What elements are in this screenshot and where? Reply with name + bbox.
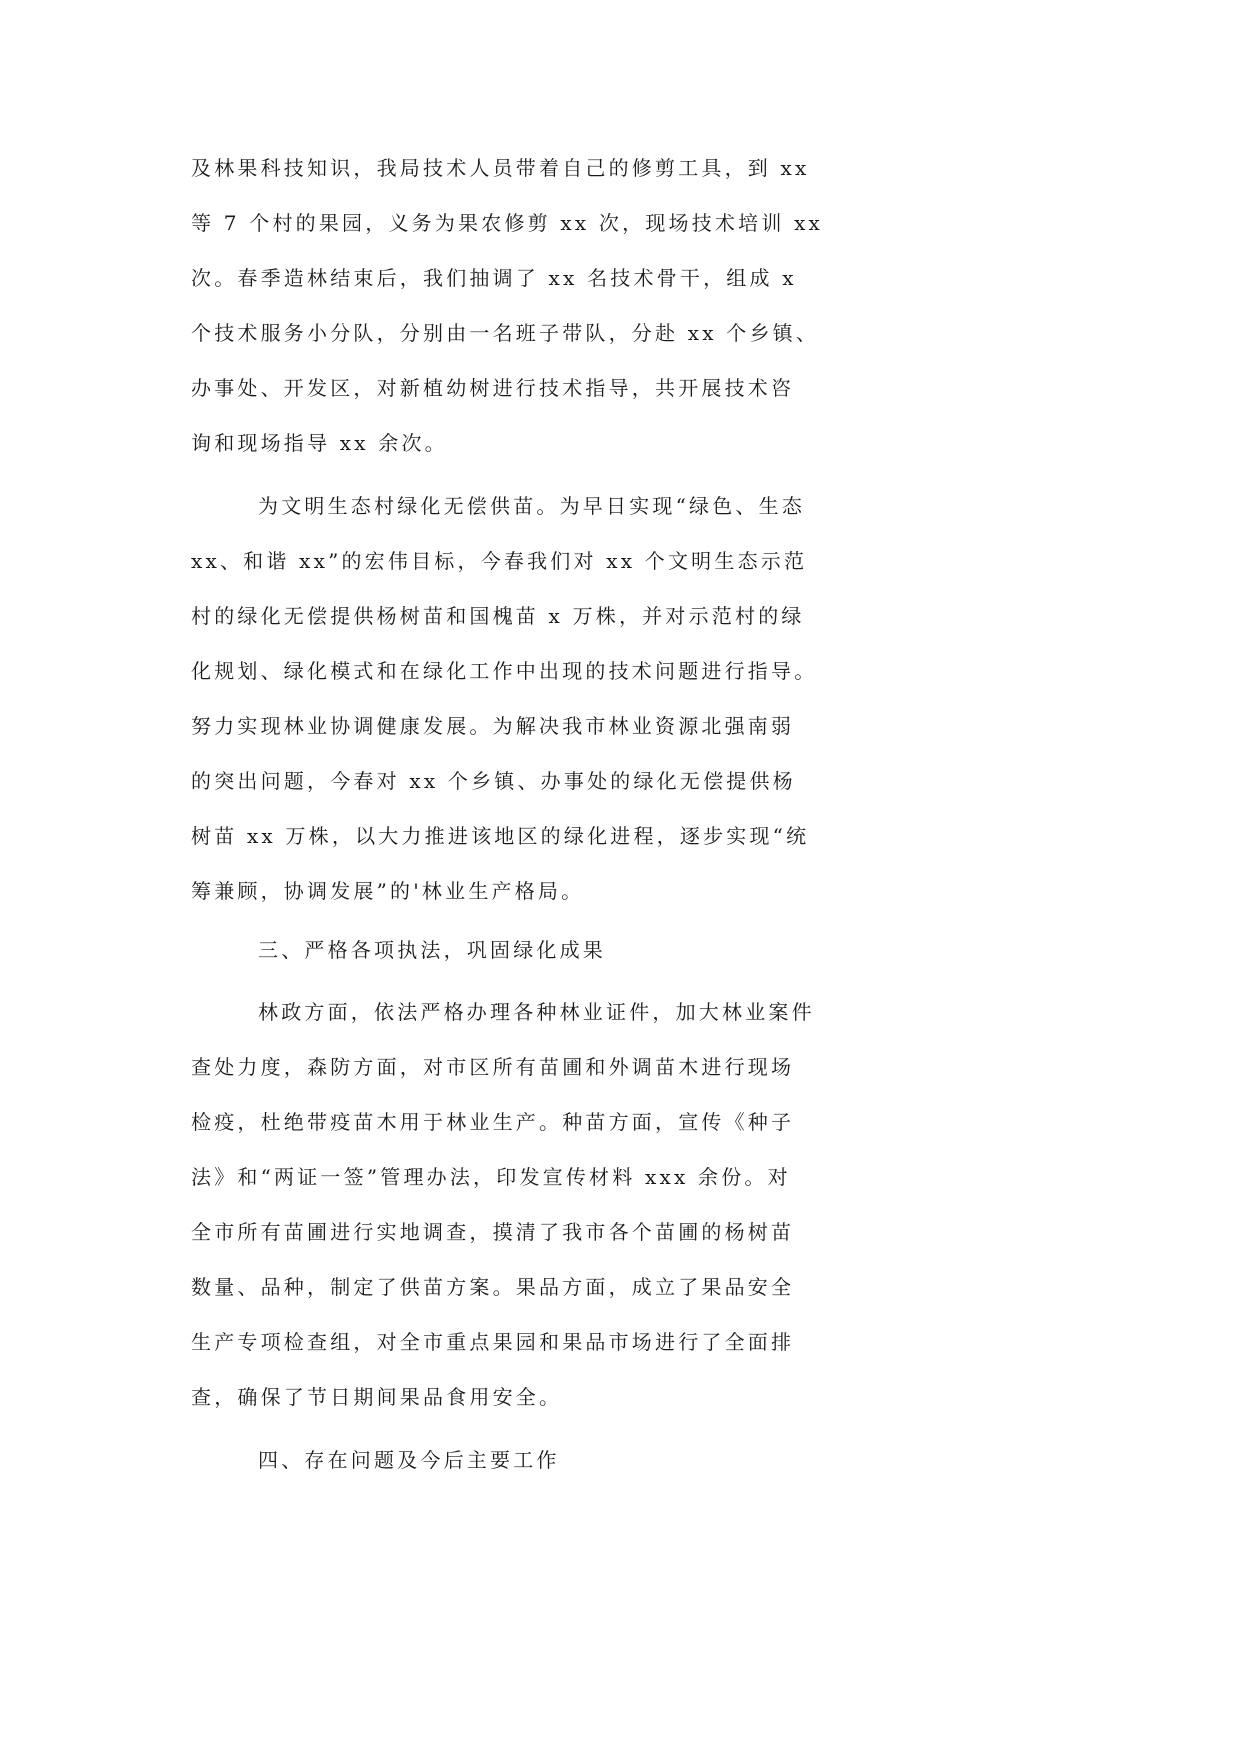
text-line: 等 7 个村的果园，义务为果农修剪 xx 次，现场技术培训 xx (191, 211, 824, 235)
text-line: 个技术服务小分队，分别由一名班子带队，分赴 xx 个乡镇、 (191, 321, 820, 345)
text-line: 办事处、开发区，对新植幼树进行技术指导，共开展技术咨 (191, 376, 795, 400)
text-line: 树苗 xx 万株，以大力推进该地区的绿化进程，逐步实现“统 (191, 824, 810, 848)
text-line: 法》和“两证一签”管理办法，印发宣传材料 xxx 余份。对 (191, 1165, 791, 1189)
paragraph-first-line: 林政方面，依法严格办理各种林业证件，加大林业案件 (258, 1000, 815, 1024)
section-heading: 四、存在问题及今后主要工作 (258, 1448, 560, 1472)
text-line: 查处力度，森防方面，对市区所有苗圃和外调苗木进行现场 (191, 1055, 795, 1079)
text-line: 询和现场指导 xx 余次。 (191, 431, 448, 455)
text-line: 查，确保了节日期间果品食用安全。 (191, 1385, 563, 1409)
text-line: 努力实现林业协调健康发展。为解决我市林业资源北强南弱 (191, 714, 795, 738)
text-line: xx、和谐 xx”的宏伟目标，今春我们对 xx 个文明生态示范 (191, 549, 808, 573)
section-heading: 三、严格各项执法，巩固绿化成果 (258, 938, 606, 962)
text-line: 次。春季造林结束后，我们抽调了 xx 名技术骨干，组成 x (191, 266, 797, 290)
text-line: 及林果科技知识，我局技术人员带着自己的修剪工具，到 xx (191, 156, 810, 180)
text-line: 全市所有苗圃进行实地调查，摸清了我市各个苗圃的杨树苗 (191, 1220, 795, 1244)
text-line: 化规划、绿化模式和在绿化工作中出现的技术问题进行指导。 (191, 659, 818, 683)
text-line: 村的绿化无偿提供杨树苗和国槐苗 x 万株，并对示范村的绿 (191, 604, 805, 628)
text-line: 的突出问题，今春对 xx 个乡镇、办事处的绿化无偿提供杨 (191, 769, 796, 793)
paragraph-first-line: 为文明生态村绿化无偿供苗。为早日实现“绿色、生态 (258, 494, 806, 518)
text-line: 检疫，杜绝带疫苗木用于林业生产。种苗方面，宣传《种子 (191, 1110, 795, 1134)
text-line: 数量、品种，制定了供苗方案。果品方面，成立了果品安全 (191, 1275, 795, 1299)
text-line: 筹兼顾，协调发展”的'林业生产格局。 (191, 879, 585, 903)
text-line: 生产专项检查组，对全市重点果园和果品市场进行了全面排 (191, 1330, 795, 1354)
